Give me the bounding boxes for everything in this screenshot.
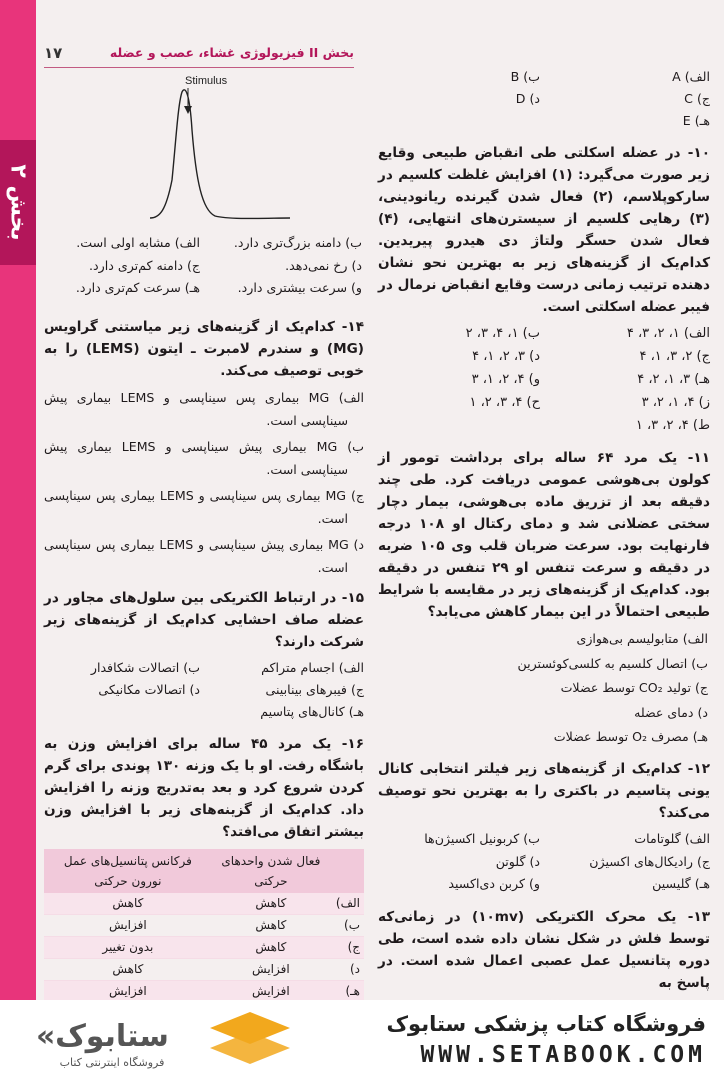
setabook-logo[interactable] <box>22 1008 312 1074</box>
option[interactable]: الف) گلوتامات <box>634 830 710 846</box>
question-10-options <box>378 322 710 437</box>
cell: کاهش <box>44 959 212 981</box>
question-16-table <box>44 849 364 1000</box>
option[interactable]: هـ) ۳، ۱، ۲، ۴ <box>637 372 710 387</box>
figure-question-options <box>44 232 362 300</box>
logo-subtitle: فروشگاه اینترنتی کتاب <box>59 1056 165 1069</box>
cell: افزایش <box>212 959 330 981</box>
cell: کاهش <box>212 937 330 959</box>
table-header: فرکانس پتانسیل‌های عمل نورون حرکتی <box>44 849 212 893</box>
cell: کاهش <box>212 915 330 937</box>
question-14-stem: ۱۴- کدام‌یک از گزینه‌های زیر میاستنی گراویس (MG) و سندرم لامبرت ـ ایتون (LEMS) را به خوبی توصیف می‌کند. <box>44 319 364 379</box>
table-row[interactable] <box>44 959 364 981</box>
option[interactable]: ط) ۴، ۲، ۳، ۱ <box>635 418 710 433</box>
option[interactable]: د) گلوتن <box>495 853 540 869</box>
question-12-stem: ۱۲- کدام‌یک از گزینه‌های زیر فیلتر انتخابی کانال یونی پتاسیم در باکتری را به بهترین نحو توصیف می‌کند؟ <box>378 760 710 821</box>
option[interactable]: هـ) سرعت کم‌تری دارد. <box>75 280 200 295</box>
option[interactable]: هـ) E <box>682 113 710 128</box>
store-url[interactable]: WWW.SETABOOK.COM <box>420 1042 706 1068</box>
option[interactable]: ب) کربونیل اکسیژن‌ها <box>424 830 540 846</box>
option[interactable]: ب) ۱، ۴، ۳، ۲ <box>465 326 540 341</box>
question-12-options <box>378 828 710 896</box>
section-tab-label: بخش ۲ <box>5 164 31 241</box>
question-11-options <box>378 627 710 750</box>
section-tab <box>0 140 36 265</box>
left-column <box>44 316 364 1000</box>
option[interactable]: ب) اتصال کلسیم به کلسی‌کوئسترین <box>517 655 708 671</box>
option[interactable]: و) ۴، ۲، ۱، ۳ <box>471 372 540 387</box>
option[interactable]: و) سرعت بیشتری دارد. <box>237 280 362 295</box>
option[interactable]: هـ) گلیسین <box>652 876 710 892</box>
option[interactable]: د) رخ نمی‌دهد. <box>285 257 362 273</box>
row-label: ج) <box>330 937 364 959</box>
option[interactable]: و) کربن دی‌اکسید <box>448 876 540 892</box>
right-column <box>378 66 710 998</box>
option[interactable]: ز) ۴، ۱، ۲، ۳ <box>641 395 710 410</box>
cell: کاهش <box>212 893 330 915</box>
option[interactable]: ج) ۲، ۳، ۱، ۴ <box>639 349 710 364</box>
page-number: ۱۷ <box>44 43 63 62</box>
option[interactable]: ب) MG بیماری پیش سیناپسی و LEMS بیماری پیش سیناپسی است. <box>44 439 364 477</box>
row-label: هـ) <box>330 981 364 1001</box>
store-name: فروشگاه کتاب پزشکی ستابوک <box>386 1012 706 1036</box>
option[interactable]: د) ۳، ۲، ۱، ۴ <box>472 349 540 364</box>
logo-wordmark: ستابوک <box>55 1019 169 1054</box>
option[interactable]: ج) فیبرهای بینابینی <box>265 682 364 697</box>
option[interactable]: الف) اجسام متراکم <box>261 660 364 675</box>
option[interactable]: ج) C <box>684 91 710 106</box>
cell: افزایش <box>44 981 212 1001</box>
stimulus-label: Stimulus <box>185 75 228 87</box>
question-13-stem: ۱۳- یک محرک الکتریکی (۱۰mv) در زمانی‌که توسط فلش در شکل نشان داده شده است، طی دوره پتانسیل عمل عصبی اعمال شده است. در پاسخ به <box>378 908 710 991</box>
question-11-stem: ۱۱- یک مرد ۶۴ ساله برای برداشت تومور از کولون بی‌هوشی عمومی دریافت کرد. طی چند دقیقه بعد از تزریق ماده بی‌هوشی، بیمار دچار سختی عضلانی شد و دمای رکتال او ۱۰۸ درجه فارنهایت بود. سرعت ضربان قلب وی ۱۰۵ ضربه در دقیقه و سرعت تنفس او ۲۹ تنفس در دقیقه بود. کدام‌یک از گزینه‌های زیر در مقایسه با شرایط طبیعی احتمالاً در این بیمار کاهش می‌یابد؟ <box>378 450 711 620</box>
question-10-stem: ۱۰- در عضله اسکلتی طی انقباض طبیعی وقایع زیر صورت می‌گیرد: (۱) افزایش غلظت کلسیم در سارکوپلاسم، (۲) فعال شدن گیرنده ریانودینی، (۳) رهایی کلسیم از سیسترن‌های انتهایی، (۴) فعال شدن حسگر ولتاژ دی هیدرو پیریدین. کدام‌یک از گزینه‌های زیر به بهترین نحو نشان دهنده ترتیب زمانی درست وقایع انقباض نرمال در فیبر عضله اسکلتی است. <box>378 145 711 315</box>
option[interactable]: هـ) مصرف O₂ توسط عضلات <box>553 729 708 745</box>
option[interactable]: الف) MG بیماری پس سیناپسی و LEMS بیماری پیش سیناپسی است. <box>44 390 364 428</box>
option[interactable]: ج) MG بیماری پس سیناپسی و LEMS بیماری پس سیناپسی است. <box>44 488 365 526</box>
table-row[interactable] <box>44 893 364 915</box>
option[interactable]: الف) متابولیسم بی‌هوازی <box>576 631 708 646</box>
store-info <box>387 1012 706 1068</box>
option[interactable]: ج) دامنه کم‌تری دارد. <box>89 257 200 273</box>
question-15-options <box>44 657 364 723</box>
question-15-stem: ۱۵- در ارتباط الکتریکی بین سلول‌های مجاور در عضله صاف احشایی کدام‌یک از گزینه‌های زیر شرکت دارند؟ <box>44 590 364 650</box>
option[interactable]: ب) B <box>510 69 540 84</box>
row-label: ب) <box>330 915 364 937</box>
table-row[interactable] <box>44 981 364 1001</box>
option[interactable]: د) D <box>515 91 540 106</box>
row-label: د) <box>330 959 364 981</box>
option[interactable]: د) دمای عضله <box>634 704 708 720</box>
option[interactable]: الف) A <box>672 69 710 84</box>
logo-mark-bottom <box>210 1032 290 1064</box>
table-header-blank <box>330 849 364 893</box>
option[interactable]: هـ) کانال‌های پتاسیم <box>260 704 364 719</box>
table-row[interactable] <box>44 937 364 959</box>
option[interactable]: ب) اتصالات شکافدار <box>90 660 200 675</box>
option[interactable]: ج) رادیکال‌های اکسیژن <box>589 853 710 869</box>
option[interactable]: ج) تولید CO₂ توسط عضلات <box>560 680 708 696</box>
option[interactable]: ح) ۴، ۳، ۲، ۱ <box>469 395 540 410</box>
store-banner[interactable] <box>0 1000 724 1080</box>
table-header: فعال شدن واحدهای حرکتی <box>212 849 330 893</box>
option[interactable]: د) MG بیماری پیش سیناپسی و LEMS بیماری پس سیناپسی است. <box>44 537 364 575</box>
cell: بدون تغییر <box>44 937 212 959</box>
table-row[interactable] <box>44 915 364 937</box>
cell: افزایش <box>44 915 212 937</box>
option[interactable]: الف) ۱، ۲، ۳، ۴ <box>626 326 710 341</box>
option[interactable]: د) اتصالات مکانیکی <box>98 682 200 697</box>
cell: افزایش <box>212 981 330 1001</box>
action-potential-figure <box>100 70 330 230</box>
cell: کاهش <box>44 893 212 915</box>
row-label: الف) <box>330 893 364 915</box>
running-head: بخش II فیزیولوژی غشاء، عصب و عضله <box>109 45 354 60</box>
question-14-options <box>44 386 364 579</box>
question-16-stem: ۱۶- یک مرد ۴۵ ساله برای افزایش وزن به باشگاه رفت. او با یک وزنه ۱۳۰ پوندی برای گرم کردن شروع کرد و بعد به‌تدریج وزنه را افزایش داد. کدام‌یک از گزینه‌های زیر با افزایش وزن بیشتر اتفاق می‌افتد؟ <box>44 736 364 840</box>
option[interactable]: الف) مشابه اولی است. <box>76 235 200 250</box>
chevrons-icon: « <box>36 1019 56 1054</box>
action-potential-trace <box>150 90 290 219</box>
page-header <box>44 38 354 68</box>
option[interactable]: ب) دامنه بزرگ‌تری دارد. <box>233 235 362 250</box>
question-9-options <box>378 66 710 132</box>
